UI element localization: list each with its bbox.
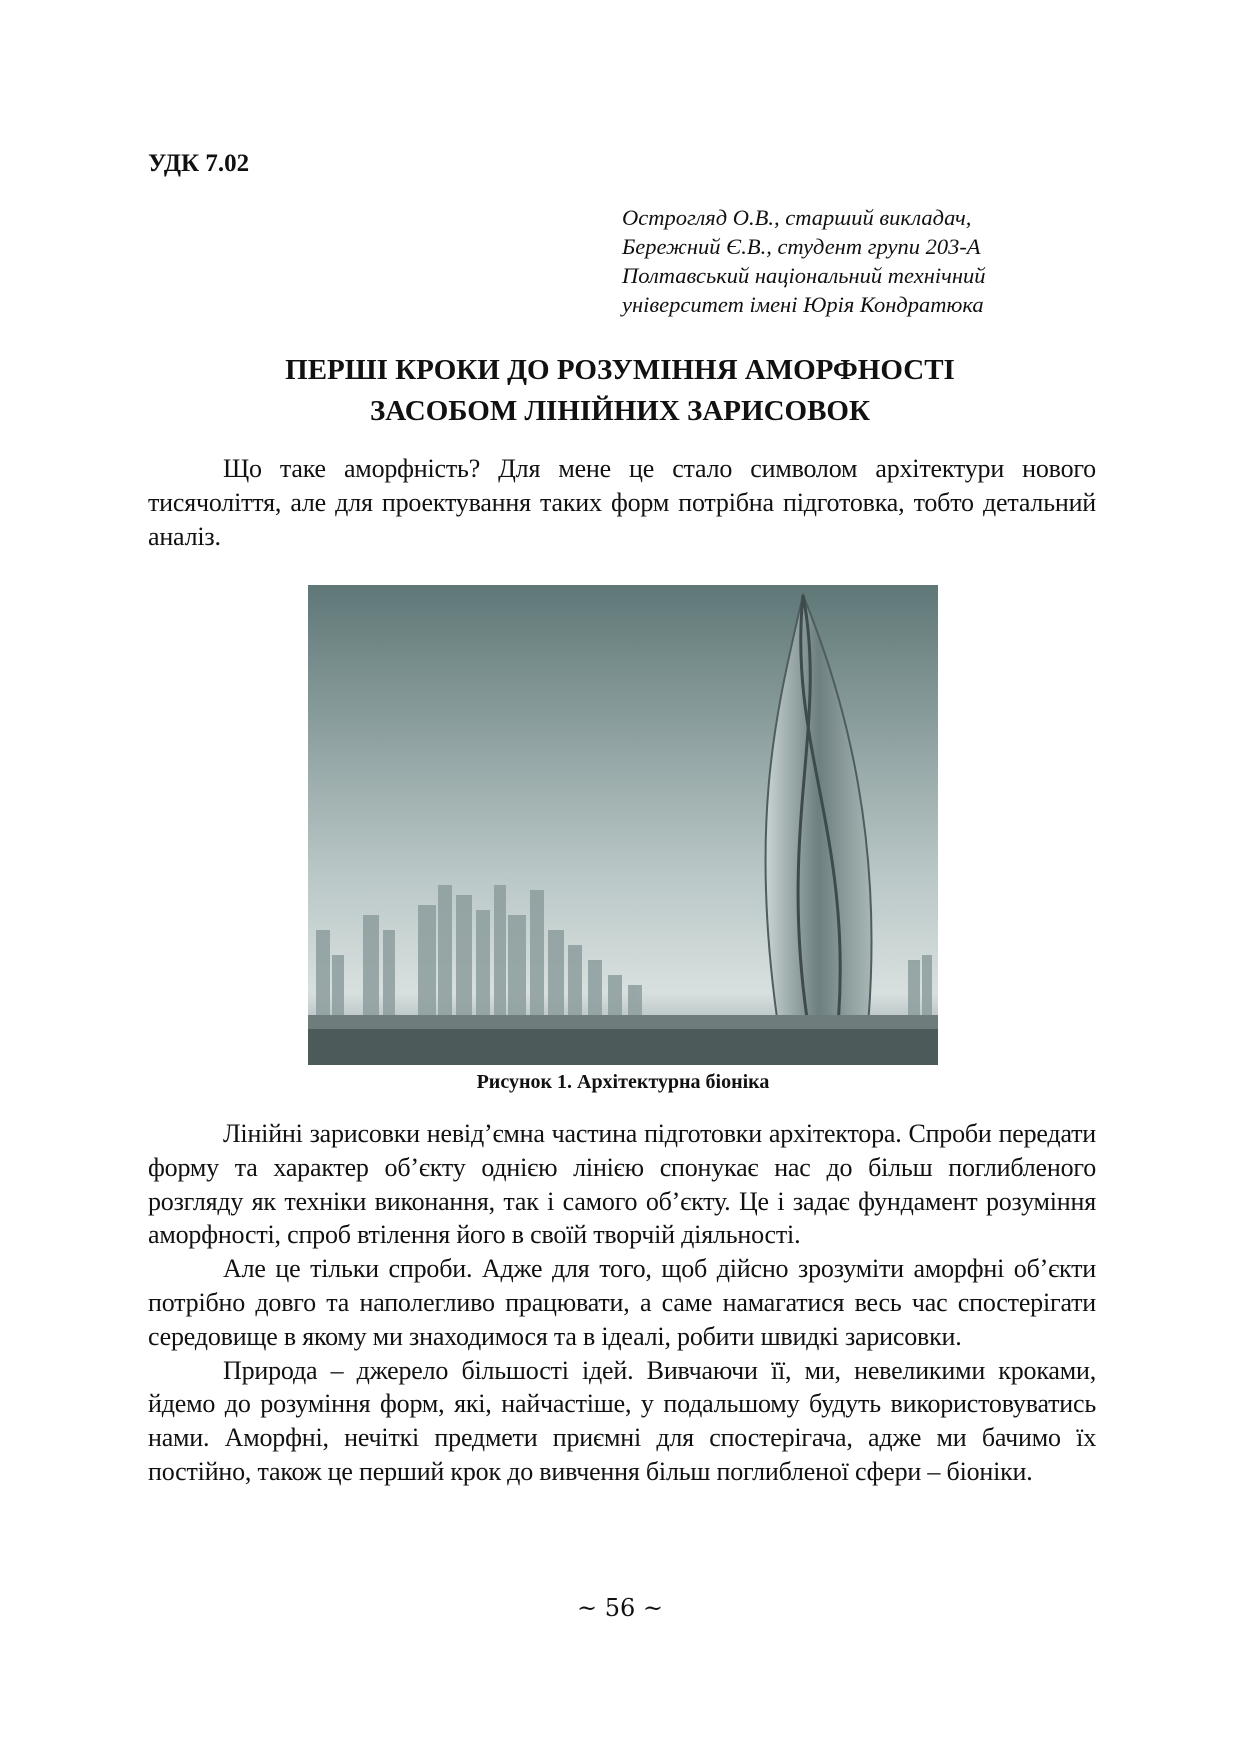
paragraph: Але це тільки спроби. Адже для того, щоб дійсно зрозуміти аморфні об’єкти потрібно довго та наполегливо працювати, а саме намагатися весь час спостерігати середовище в якому ми знаходимося та в ідеалі, робити швидкі зарисовки.: [148, 1254, 1096, 1351]
title-line: ЗАСОБОМ ЛІНІЙНИХ ЗАРИСОВОК: [369, 395, 870, 427]
article-title: [140, 350, 1100, 432]
udk-code: УДК 7.02: [148, 150, 250, 177]
body-text: [148, 1117, 1096, 1489]
author-block: [622, 203, 986, 319]
author-line: університет імені Юрія Кондратюка: [622, 292, 984, 317]
author-line: Острогляд О.В., старший викладач,: [622, 205, 972, 230]
intro-paragraph: [148, 452, 1096, 553]
title-line: ПЕРШІ КРОКИ ДО РОЗУМІННЯ АМОРФНОСТІ: [285, 354, 955, 386]
page-number: ~ 56 ~: [576, 1594, 663, 1622]
figure-image-tower: [308, 585, 938, 1065]
figure-caption: Рисунок 1. Архітектурна біоніка: [476, 1071, 770, 1093]
paragraph: Природа – джерело більшості ідей. Вивчаючи її, ми, невеликими кроками, йдемо до розуміння форм, які, найчастіше, у подальшому будуть використовуватись нами. Аморфні, нечіткі предмети приємні для спостерігача, адже ми бачимо їх постійно, також це перший крок до вивчення більш поглибленої сфери – біоніки.: [148, 1355, 1096, 1486]
author-line: Полтавський національний технічний: [622, 263, 986, 288]
paragraph: Лінійні зарисовки невід’ємна частина підготовки архітектора. Спроби передати форму та характер об’єкту однією лінією спонукає нас до більш поглибленого розгляду як техніки виконання, так і самого об’єкту. Це і задає фундамент розуміння аморфності, спроб втілення його в своїй творчій діяльності.: [148, 1119, 1096, 1250]
intro-text: Що таке аморфність? Для мене це стало символом архітектури нового тисячоліття, але для проектування таких форм потрібна підготовка, тобто детальний аналіз.: [148, 454, 1096, 551]
author-line: Бережний Є.В., студент групи 203-А: [622, 234, 981, 259]
